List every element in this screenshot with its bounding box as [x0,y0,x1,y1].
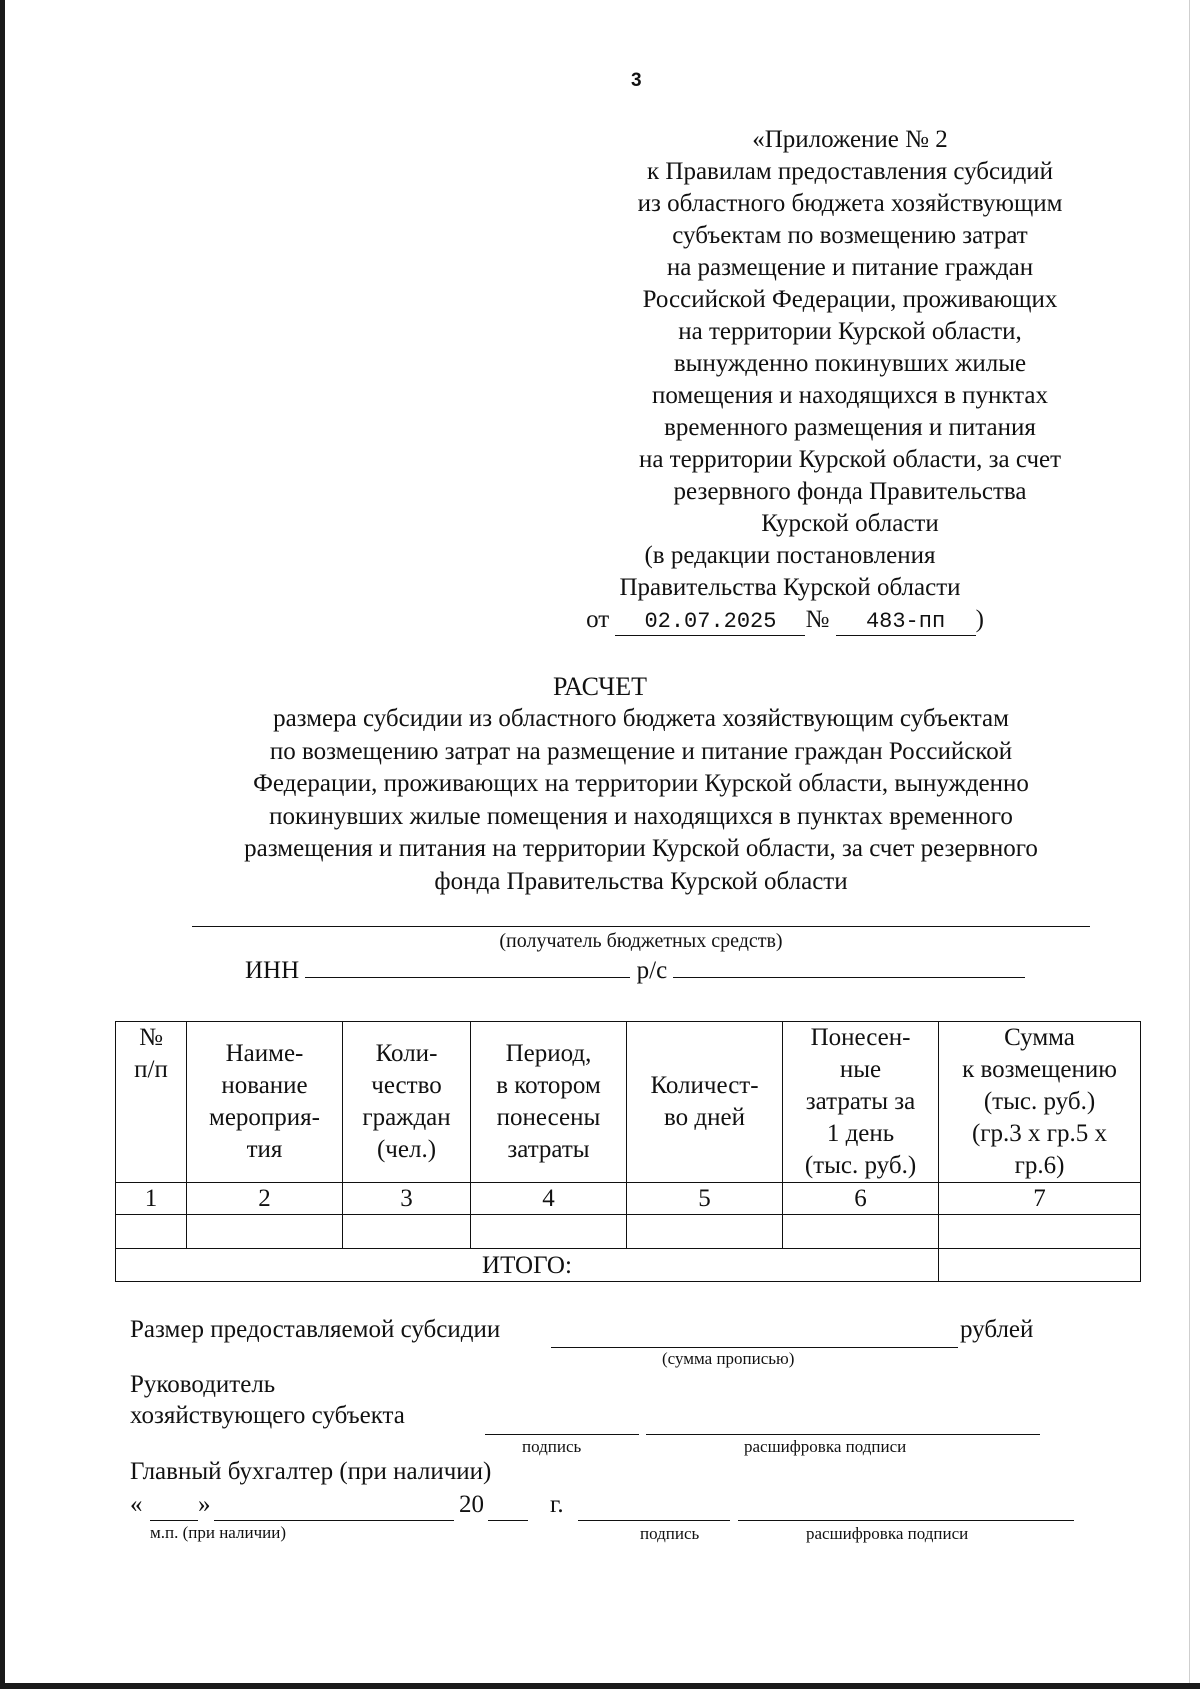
appendix-line: помещения и находящихся в пунктах [651,382,1049,409]
column-number-cell: 5 [627,1183,783,1215]
accountant-signature-field[interactable] [578,1520,730,1521]
signature-caption-2: подпись [640,1524,700,1543]
account-label: р/с [636,957,668,984]
appendix-line: на размещение и питание граждан [666,254,1034,281]
column-number-row [116,1183,1141,1215]
header-cell-daily-costs: Понесен- ные затраты за 1 день (тыс. руб.) [783,1022,939,1183]
inn-label: ИНН [245,957,300,984]
subtitle-line: покинувших жилые помещения и находящихся в пунктах временного [269,802,1013,830]
appendix-line: Курской области [761,510,939,537]
scan-edge-left [0,0,5,1689]
redaction-line: Правительства Курской области [619,574,961,601]
total-row [116,1249,1141,1282]
header-cell-period: Период, в котором понесены затраты [471,1022,627,1183]
column-number-cell: 7 [939,1183,1141,1215]
head-label-line2: хозяйствующего субъекта [130,1402,405,1429]
subtitle-line: размещения и питания на территории Курской области, за счет резервного [244,835,1038,862]
appendix-header [585,124,1115,636]
calculation-table [115,1021,1141,1282]
column-number-cell: 1 [116,1183,187,1215]
sum-in-words-caption: (сумма прописью) [662,1349,795,1368]
recipient-caption: (получатель бюджетных средств) [499,930,783,952]
appendix-line: субъектам по возмещению затрат [672,222,1028,249]
recipient-field-line[interactable] [192,926,1090,927]
scan-edge-bottom [0,1683,1200,1689]
table-cell[interactable] [187,1215,343,1249]
accountant-signature-decoding-field[interactable] [738,1520,1074,1521]
head-signature-decoding-field[interactable] [646,1434,1040,1435]
accountant-label: Главный бухгалтер (при наличии) [130,1458,492,1485]
header-cell-citizens-count: Коли- чество граждан (чел.) [343,1022,471,1183]
subsidy-amount-field[interactable] [551,1347,958,1348]
appendix-line: к Правилам предоставления субсидий [647,158,1053,185]
appendix-line: временного размещения и питания [664,414,1036,441]
column-number-cell: 6 [783,1183,939,1215]
signature-decoding-caption: расшифровка подписи [744,1437,907,1456]
column-number-cell: 2 [187,1183,343,1215]
appendix-line: на территории Курской области, за счет [638,446,1062,473]
appendix-line: из областного бюджета хозяйствующим [637,190,1063,217]
calculation-subtitle [180,703,1102,898]
table-cell[interactable] [343,1215,471,1249]
redaction-line: (в редакции постановления [644,542,936,569]
order-reference [520,604,1050,636]
inn-account-row [245,955,1025,985]
subtitle-line: размера субсидии из областного бюджета хозяйствующим субъектам [273,705,1009,732]
header-cell-event-name: Наиме- нование мероприя- тия [187,1022,343,1183]
header-cell-days-count: Количест- во дней [627,1022,783,1183]
date-close-quote: » [198,1491,211,1518]
inn-field[interactable] [305,955,630,978]
appendix-line: на территории Курской области, [678,318,1022,345]
year-prefix: 20 [459,1491,484,1518]
table-row [116,1215,1141,1249]
table-cell[interactable] [627,1215,783,1249]
signature-decoding-caption-2: расшифровка подписи [806,1524,969,1543]
appendix-line: резервного фонда Правительства [673,478,1027,505]
appendix-line: вынужденно покинувших жилые [673,350,1027,377]
order-number: 483-пп [836,609,976,636]
scan-edge-right [1189,0,1190,1689]
table-cell[interactable] [471,1215,627,1249]
year-field[interactable] [488,1520,528,1521]
date-day-field[interactable] [150,1520,198,1521]
subsidy-label: Размер предоставляемой субсидии [130,1316,501,1343]
table-cell[interactable] [116,1215,187,1249]
year-suffix: г. [550,1491,564,1518]
order-closing-paren: ) [975,606,984,633]
subtitle-line: Федерации, проживающих на территории Курской области, вынужденно [253,770,1029,797]
order-from-label: от [586,606,610,633]
signature-caption: подпись [522,1437,582,1456]
total-value-cell[interactable] [939,1249,1141,1282]
seal-caption: м.п. (при наличии) [150,1523,286,1542]
appendix-line: «Приложение № 2 [752,126,948,153]
subtitle-line: фонда Правительства Курской области [434,867,848,895]
order-date: 02.07.2025 [615,609,805,636]
page-number: 3 [631,70,642,91]
table-cell[interactable] [783,1215,939,1249]
date-month-field[interactable] [214,1520,454,1521]
header-cell-reimbursement-sum: Сумма к возмещению (тыс. руб.) (гр.3 х гр.5 х гр.6) [939,1022,1141,1183]
header-cell-number: № п/п [116,1022,187,1183]
order-number-label: № [805,606,830,633]
subsidy-unit: рублей [960,1316,1034,1343]
head-label-line1: Руководитель [130,1371,276,1398]
total-label: ИТОГО: [116,1249,939,1282]
calculation-title: РАСЧЕТ [553,672,647,701]
head-signature-field[interactable] [485,1434,639,1435]
column-number-cell: 3 [343,1183,471,1215]
subtitle-line: по возмещению затрат на размещение и питание граждан Российской [269,737,1013,765]
table-header-row [116,1022,1141,1183]
appendix-line: Российской Федерации, проживающих [642,286,1058,313]
column-number-cell: 4 [471,1183,627,1215]
date-open-quote: « [130,1491,143,1518]
table-cell[interactable] [939,1215,1141,1249]
account-field[interactable] [673,955,1025,978]
